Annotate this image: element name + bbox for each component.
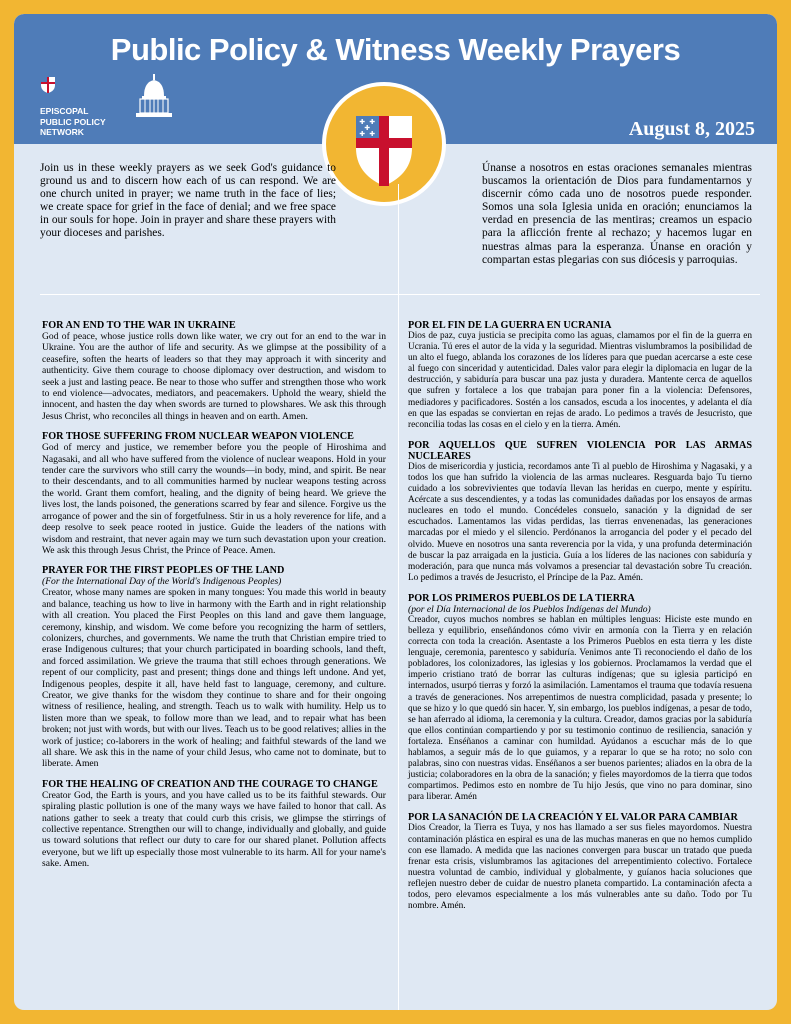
prayer-heading: POR AQUELLOS QUE SUFREN VIOLENCIA POR LAS ARMAS NUCLEARES [408, 439, 752, 462]
prayer-subheading: (por el Día Internacional de los Pueblos Indígenas del Mundo) [408, 603, 651, 615]
prayer-body: Creator, whose many names are spoken in many tongues: You made this world in beauty and balance, teaching us how to live in harmony with the Earth and in right relationship with all creation. You placed the First Peoples on this land and gave them language, ceremony, kinship, and wisdom. We come before you recognizing the harm of settlers, colonizers, churches, and governments. We name the truth that Christian empire tried to erase Indigenous cultures; that your church participated in boarding schools, land theft, and forced assimilation. We grieve the trauma that still echoes through generations. We repent of our complicity, past and present; things done and things left undone. And yet, Indigenous peoples, despite it all, have held fast to language, ceremony, and culture. Creator, we give thanks for the wisdom they continue to share and for their ongoing witness of resilience, healing, and strength. Teach us to walk with humility. Help us to listen more than we speak, to follow more than we lead, and to repair what has been broken; not just with words, but with our lives. Teach us to be good relatives; allies in the work of justice; co-laborers in the work of healing; and faithful stewards of the land we all share. We ask this in the name of your child Jesus, who came not to dominate, but to liberate. Amen [42, 587, 386, 770]
prayer-section [42, 779, 386, 870]
prayer-subheading: (For the International Day of the World's Indigenous Peoples) [42, 576, 282, 588]
prayer-heading: FOR THE HEALING OF CREATION AND THE COURAGE TO CHANGE [42, 778, 378, 790]
capitol-dome-icon [136, 74, 172, 120]
prayer-section [408, 320, 752, 431]
prayer-heading: FOR AN END TO THE WAR IN UKRAINE [42, 320, 236, 331]
prayer-body: Dios de misericordia y justicia, recordamos ante Ti al pueblo de Hiroshima y Nagasaki, y a todos los que han sufrido la violencia de las armas nucleares. Resguarda bajo Tu tierno cuidado a los sobrevivientes que todavía llevan las heridas en cuerpo, mente y espíritu. Acércate a sus descendientes, y a todas las comunidades dañadas por los ensayos de armas nucleares en todo el mundo. Concédeles consuelo, sanación y la dignidad de ser escuchados. Lamentamos las vidas perdidas, las tierras envenenadas, las generaciones marcadas por el miedo y el silencio. Perdónanos la arrogancia del poder y el pecado del olvido. Mueve en nosotros una santa reverencia por la vida, y una profunda determinación de buscar la paz arraigada en la justicia. Guía a los líderes de las naciones con sabiduría y moderación, para que nunca más volvamos a presenciar tal devastación sobre Tu creación. Lo pedimos a través de Jesucristo, el Príncipe de la Paz. Amén. [408, 461, 752, 583]
prayer-heading: POR EL FIN DE LA GUERRA EN UCRANIA [408, 320, 612, 331]
vertical-divider [398, 184, 399, 1010]
prayer-section [42, 565, 386, 770]
prayer-section [408, 440, 752, 584]
episcopal-shield-icon [40, 76, 56, 94]
prayer-body: Creador, cuyos muchos nombres se hablan en múltiples lenguas: Hiciste este mundo en belleza y equilibrio, enseñándonos cómo vivir en armonía con la Tierra y en relación correcta con toda la creación. Asentaste a los Primeros Pueblos en esta tierra y les diste lenguaje, ceremonia, parentesco y sabiduría. Venimos ante Ti reconociendo el daño de los pobladores, los colonizadores, las iglesias y los gobiernos. Proclamamos la verdad que el imperio cristiano trató de borrar las culturas indígenas; que su iglesia participó en internados, usurpó tierras y forzó la asimilación. Lamentamos el trauma que todavía resuena a través de generaciones. Nos arrepentimos de nuestra complicidad, pasada y presente; lo que se hizo y lo que quedó sin hacer. Y, sin embargo, los pueblos indígenas, a pesar de todo, se han aferrado al idioma, la ceremonia y la cultura. Creador, damos gracias por la sabiduría que ellos continúan compartiendo y por su testimonio continuo de resiliencia, sanación y fortaleza. Enséñanos a caminar con humildad. Ayúdanos a escuchar más de lo que hablamos, a seguir más de lo que guiamos, y a reparar lo que se ha roto; no solo con palabras, sino con nuestras vidas. Enséñanos a ser buenos parientes; aliados en la obra de la justicia; colaboradores en la obra de la sanación; y fieles mayordomos de la tierra que todos compartimos. Pedimos esto en nombre de Tu hijo Jesús, que vino no para dominar, sino para liberar. Amén [408, 614, 752, 803]
prayer-section [408, 812, 752, 912]
prayer-body: God of peace, whose justice rolls down like water, we cry out for an end to the war in Ukraine. You are the author of life and security. As we glimpse at the possibility of a ceasefire, soften the hearts of leaders so that they may approach it with sincerity and authenticity. Give them courage to choose diplomacy over destruction, and wisdom to seek a just and lasting peace. Be near to those who suffer and strengthen those who work to end violence—advocates, mediators, and peacemakers. Uphold the weary, shield the innocent, and hasten the day when swords are turned to plowshares. We ask this through Jesus Christ, who reconciles all things in heaven and on earth. Amen. [42, 331, 386, 422]
org-logo [40, 76, 200, 136]
prayer-heading: POR LOS PRIMEROS PUEBLOS DE LA TIERRA [408, 592, 635, 604]
prayer-heading: PRAYER FOR THE FIRST PEOPLES OF THE LAND [42, 565, 285, 577]
episcopal-seal [322, 82, 446, 206]
intro-english: Join us in these weekly prayers as we seek God's guidance to ground us and to discern how each of us can respond. We are one church united in prayer; we name truth in the face of lies; we create space for grief in the face of denial; and we free space in our souls for hope. Join in prayer and share these prayers with your dioceses and parishes. [40, 162, 336, 240]
org-name: EPISCOPAL PUBLIC POLICY NETWORK [40, 106, 106, 137]
page-title: Public Policy & Witness Weekly Prayers [110, 32, 681, 67]
episcopal-shield-icon [326, 86, 442, 202]
date-label: August 8, 2025 [628, 118, 755, 140]
horizontal-divider [40, 294, 760, 295]
english-column [42, 320, 386, 879]
prayer-heading: FOR THOSE SUFFERING FROM NUCLEAR WEAPON VIOLENCE [42, 431, 354, 443]
prayer-section [408, 593, 752, 804]
prayer-body: God of mercy and justice, we remember before you the people of Hiroshima and Nagasaki, and all who have suffered from the violence of nuclear weapons. Hold in your tender care the survivors who still carry the wounds—in body, mind, and spirit. Be near to their descendants, and to all communities harmed by nuclear weapons testing across the world. Grant them comfort, healing, and the dignity of being heard. We grieve the lives lost, the lands poisoned, the generations scarred by fear and silence. Forgive us the arrogance of power and the sin of forgetfulness. Stir in us a holy reverence for life, and a deep resolve to seek peace rooted in justice. Guide the leaders of the nations with wisdom and restraint, that never again may we turn such devastation upon your creation. We ask this through Jesus Christ, the Prince of Peace. Amen. [42, 442, 386, 556]
prayer-heading: POR LA SANACIÓN DE LA CREACIÓN Y EL VALOR PARA CAMBIAR [408, 812, 738, 824]
prayer-body: Dios de paz, cuya justicia se precipita como las aguas, clamamos por el fin de la guerra en Ucrania. Tú eres el autor de la vida y la seguridad. Mientras vislumbramos la posibilidad de un alto el fuego, ablanda los corazones de los líderes para que puedan acercarse a este cese al fuego con sinceridad y autenticidad. Dales valor para elegir la diplomacia en lugar de la destrucción, y sabiduría para buscar una paz justa y duradera. Mantente cerca de aquellos que sufren y fortalece a los que trabajan para poner fin a la violencia: Defensores, mediadores y pacificadores. Sostén a los cansados, escuda a los inocentes, y adelanta el día en que las espadas se conviertan en rejas de arado. Lo pedimos a través de Jesucristo, que reconcilia todas las cosas en el cielo y en la tierra. Amén. [408, 331, 752, 430]
spanish-column [408, 320, 752, 921]
prayer-section [42, 431, 386, 556]
prayer-body: Dios Creador, la Tierra es Tuya, y nos has llamado a ser sus fieles mayordomos. Nuestra contaminación plástica en espiral es una de las muchas maneras en que no hemos cumplido con ese llamado. A medida que las naciones convergen para buscar un tratado que pueda frenar esta crisis, vislumbramos las agitaciones del arrepentimiento colectivo. Fortalece nuestra voluntad de cambio, individual y globalmente, y guíanos hacia soluciones que reflejen nuestro deber de cuidar de nuestro planeta compartido. La contaminación afecta a todos, pero elevamos especialmente a los más vulnerables ante su daño. Todo por Tu nombre. Amén. [408, 823, 752, 912]
prayer-body: Creator God, the Earth is yours, and you have called us to be its faithful stewards. Our spiraling plastic pollution is one of the many ways we have failed to honor that call. As nations gather to seek a treaty that could curb this crisis, we glimpse the stirrings of collective repentance. Strengthen our will to change, individually and globally, and guide us toward solutions that reflect our duty to care for our shared planet. Pollution affects everyone, but we lift up especially those most vulnerable to its harm. All for your name's sake. Amen. [42, 789, 386, 870]
prayer-section [42, 320, 386, 422]
intro-spanish: Únanse a nosotros en estas oraciones semanales mientras buscamos la orientación de Dios para fundamentarnos y discernir cómo cada uno de nosotros puede responder. Somos una sola Iglesia unida en oración; enunciamos la verdad en presencia de las mentiras; creamos un espacio para la aflicción frente al rechazo; y hacemos lugar en nuestras almas para la esperanza. Únanse en oración y compartan estas plegarias con sus diócesis y parroquias. [482, 162, 752, 266]
prayer-sheet [14, 14, 777, 1010]
